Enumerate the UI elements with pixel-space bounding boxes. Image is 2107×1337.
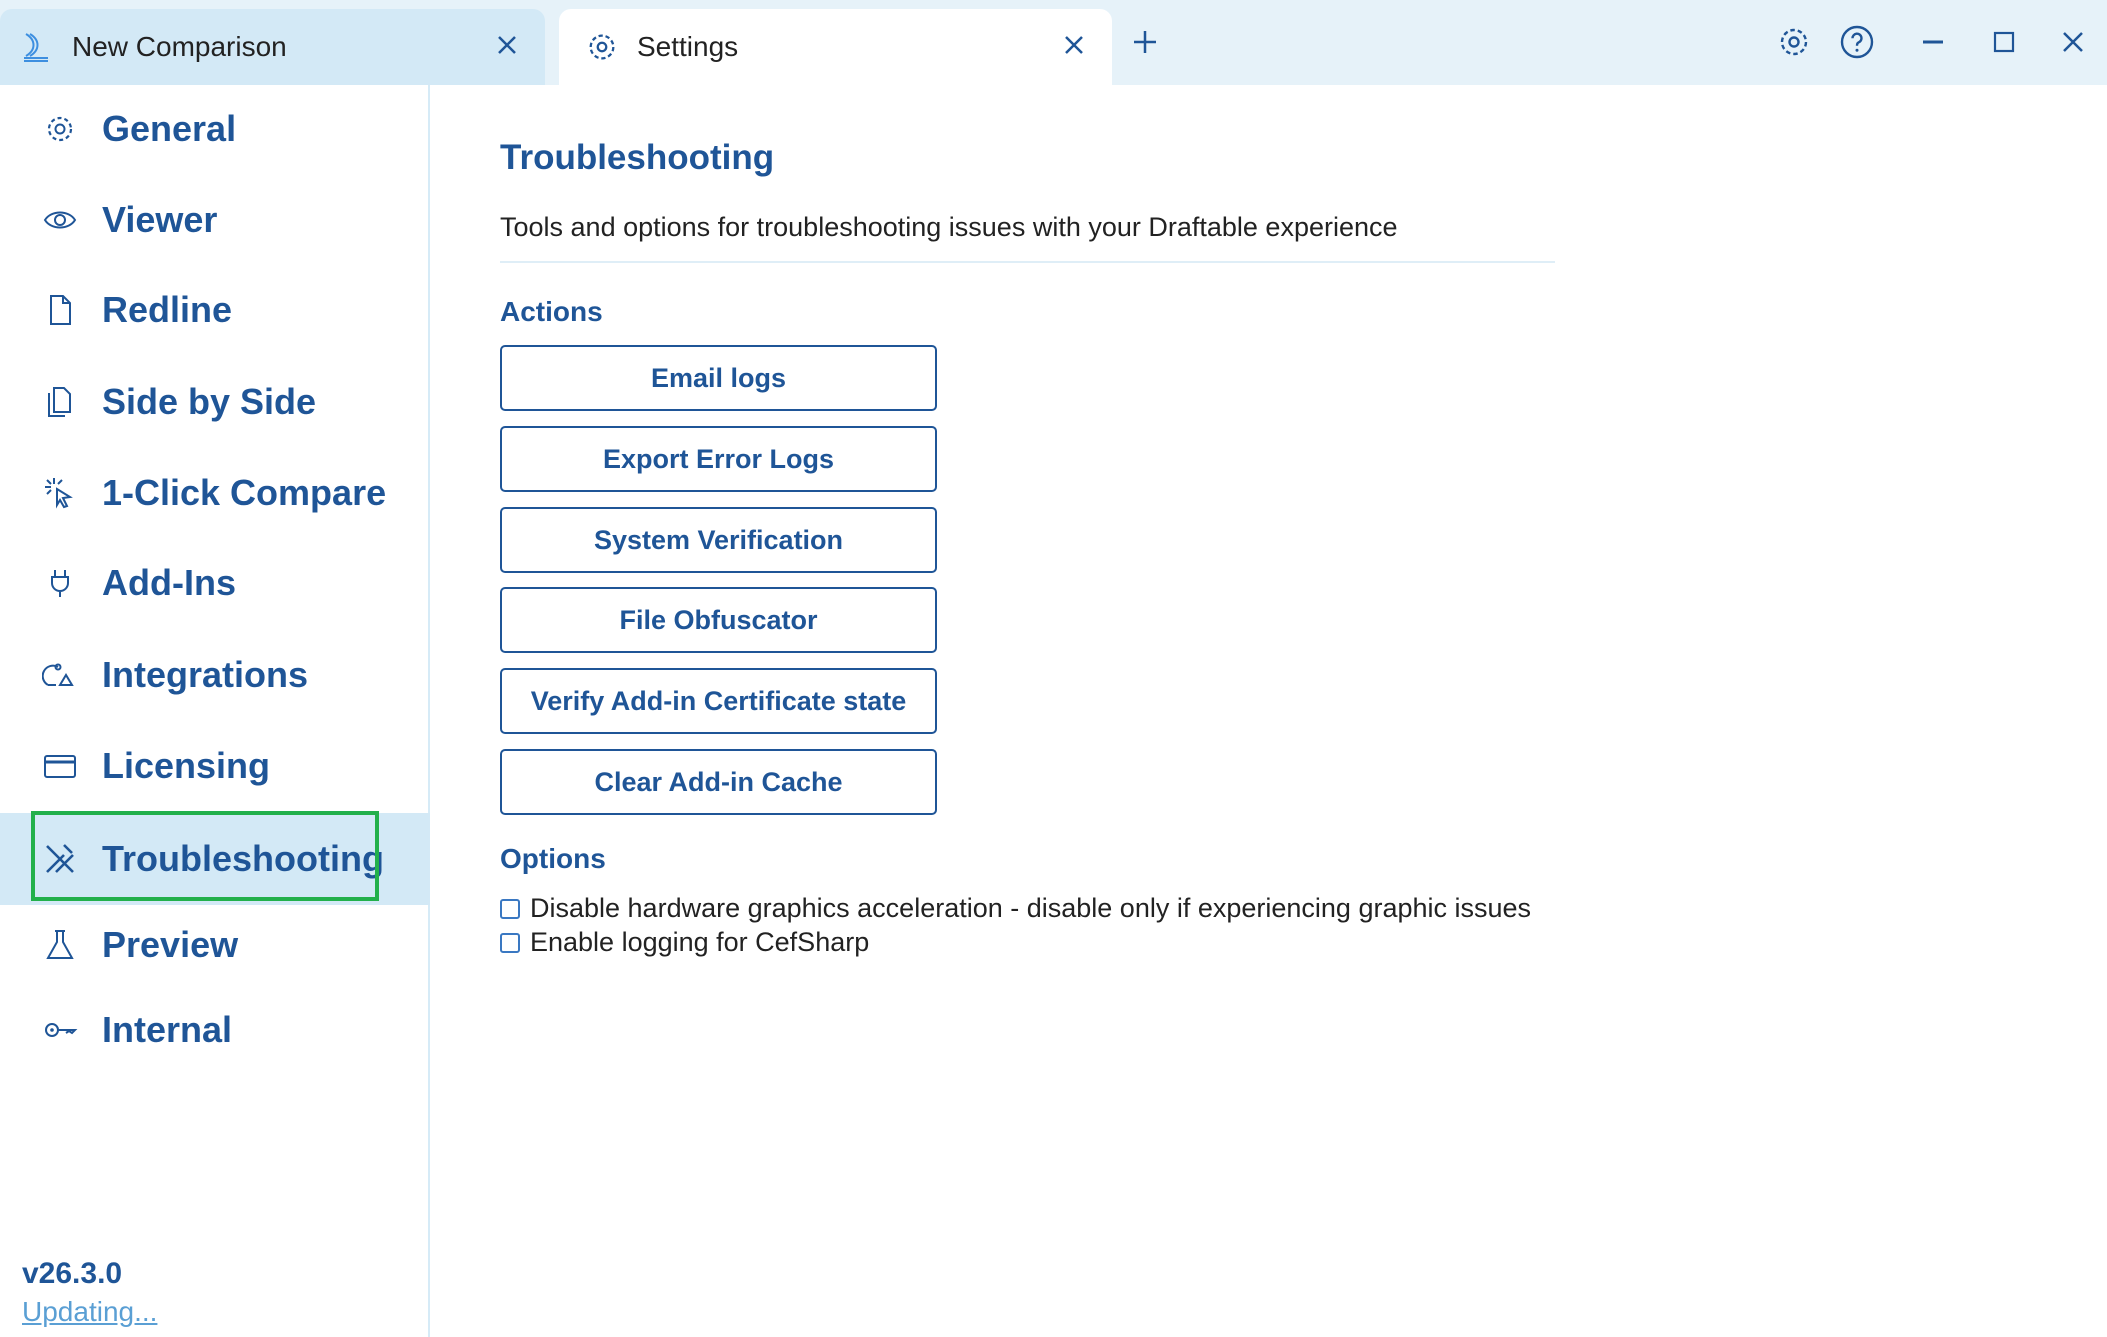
documents-icon	[42, 384, 78, 420]
plus-icon	[1130, 27, 1160, 57]
sidebar-item-label: Redline	[102, 289, 233, 330]
flask-icon	[42, 927, 78, 963]
sidebar-item-general[interactable]	[0, 84, 430, 174]
close-window-button[interactable]	[2053, 22, 2093, 62]
sidebar-item-integrations[interactable]	[0, 630, 430, 720]
sidebar-item-side-by-side[interactable]	[0, 357, 430, 447]
maximize-icon	[1989, 27, 2019, 57]
minimize-icon	[1918, 27, 1948, 57]
option-label: Enable logging for CefSharp	[530, 927, 870, 957]
gear-icon	[42, 111, 78, 147]
page-title: Troubleshooting	[500, 138, 775, 177]
credit-card-icon	[42, 748, 78, 784]
tab-label: Settings	[637, 31, 739, 62]
sidebar-item-internal[interactable]	[0, 985, 430, 1075]
gear-icon	[1776, 24, 1812, 60]
checkbox[interactable]	[500, 933, 520, 953]
page-description: Tools and options for troubleshooting issues with your Draftable experience	[500, 212, 1398, 242]
sidebar-item-label: Integrations	[102, 654, 309, 695]
file-obfuscator-button[interactable]: File Obfuscator	[500, 587, 937, 653]
draftable-logo-icon	[20, 30, 54, 64]
sidebar-item-label: Viewer	[102, 199, 218, 240]
actions-heading: Actions	[500, 296, 603, 327]
sidebar-item-viewer[interactable]	[0, 175, 430, 265]
document-icon	[42, 292, 78, 328]
sidebar-item-label: Add-Ins	[102, 562, 236, 603]
close-tab-icon[interactable]	[491, 29, 523, 61]
export-error-logs-button[interactable]: Export Error Logs	[500, 426, 937, 492]
sidebar-item-add-ins[interactable]	[0, 538, 430, 628]
clear-add-in-cache-button[interactable]: Clear Add-in Cache	[500, 749, 937, 815]
version-label: v26.3.0	[22, 1257, 123, 1290]
options-heading: Options	[500, 843, 606, 874]
sidebar-item-label: General	[102, 108, 237, 149]
key-icon	[42, 1012, 78, 1048]
sidebar-item-preview[interactable]	[0, 900, 430, 990]
sidebar-item-label: Troubleshooting	[102, 838, 384, 879]
integrations-icon	[42, 657, 78, 693]
option-checkbox-row[interactable]	[500, 893, 1531, 924]
option-label: Disable hardware graphics acceleration - disable only if experiencing graphic issues	[530, 893, 1532, 923]
tab-settings[interactable]	[559, 9, 1112, 85]
sidebar-item-label: Side by Side	[102, 381, 317, 422]
update-status-link[interactable]: Updating...	[22, 1296, 158, 1327]
sidebar-item-label: 1-Click Compare	[102, 472, 387, 513]
tab-bar	[0, 0, 2107, 85]
verify-add-in-certificate-state-button[interactable]: Verify Add-in Certificate state	[500, 668, 937, 734]
gear-icon	[585, 30, 619, 64]
option-checkbox-row[interactable]	[500, 927, 869, 958]
tab-label: New Comparison	[72, 31, 287, 62]
selection-highlight	[31, 811, 379, 901]
checkbox[interactable]	[500, 899, 520, 919]
new-tab-button[interactable]	[1125, 22, 1165, 62]
sidebar-item-redline[interactable]	[0, 265, 430, 355]
sidebar-item-label: Internal	[102, 1009, 233, 1050]
sidebar-item-label: Licensing	[102, 745, 271, 786]
eye-icon	[42, 202, 78, 238]
plug-icon	[42, 565, 78, 601]
maximize-button[interactable]	[1984, 22, 2024, 62]
help-icon	[1839, 24, 1875, 60]
settings-button[interactable]	[1774, 22, 1814, 62]
sidebar-item-licensing[interactable]	[0, 721, 430, 811]
close-tab-icon[interactable]	[1058, 29, 1090, 61]
help-button[interactable]	[1837, 22, 1877, 62]
tab-new-comparison[interactable]	[0, 9, 545, 85]
cursor-click-icon	[42, 475, 78, 511]
divider	[500, 261, 1555, 263]
close-icon	[2058, 27, 2088, 57]
email-logs-button[interactable]: Email logs	[500, 345, 937, 411]
system-verification-button[interactable]: System Verification	[500, 507, 937, 573]
sidebar-item-label: Preview	[102, 924, 239, 965]
sidebar-item-1-click-compare[interactable]	[0, 448, 430, 538]
minimize-button[interactable]	[1913, 22, 1953, 62]
